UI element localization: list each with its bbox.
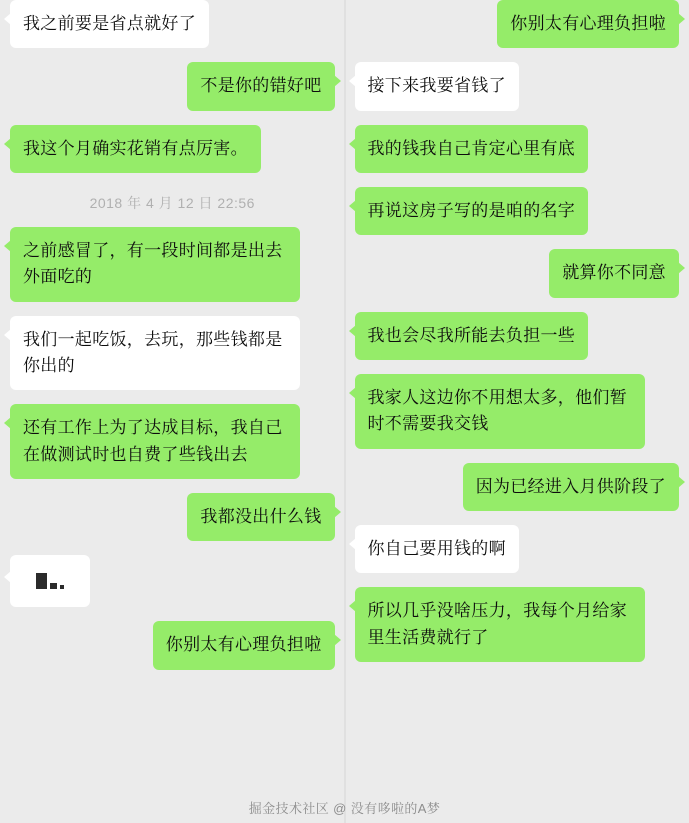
message-row — [10, 316, 335, 391]
message-bubble[interactable]: 不是你的错好吧 — [187, 62, 334, 110]
message-bubble[interactable]: 我家人这边你不用想太多，他们暂时不需要我交钱 — [355, 374, 645, 449]
message-row — [355, 312, 680, 360]
message-row — [10, 555, 335, 607]
message-row — [355, 62, 680, 110]
message-row — [10, 404, 335, 479]
watermark: 掘金技术社区 @ 没有哆啦的A梦 — [248, 801, 441, 816]
message-bubble[interactable]: 因为已经进入月供阶段了 — [463, 463, 679, 511]
message-bubble[interactable]: 我都没出什么钱 — [187, 493, 334, 541]
message-bubble[interactable]: 你别太有心理负担啦 — [153, 621, 335, 669]
message-bubble[interactable]: 我之前要是省点就好了 — [10, 0, 209, 48]
message-row — [355, 525, 680, 573]
message-row — [10, 493, 335, 541]
message-row — [355, 0, 680, 48]
message-bubble[interactable]: 我的钱我自己肯定心里有底 — [355, 125, 589, 173]
message-row — [10, 621, 335, 669]
message-row — [10, 62, 335, 110]
message-row — [10, 0, 335, 48]
message-bubble[interactable]: 所以几乎没啥压力，我每个月给家里生活费就行了 — [355, 587, 645, 662]
message-row — [355, 249, 680, 297]
message-bubble[interactable]: 我也会尽我所能去负担一些 — [355, 312, 589, 360]
message-row — [10, 125, 335, 173]
message-bubble[interactable]: 还有工作上为了达成目标，我自己在做测试时也自费了些钱出去 — [10, 404, 300, 479]
message-bubble[interactable]: 我这个月确实花销有点厉害。 — [10, 125, 261, 173]
message-row — [355, 125, 680, 173]
message-timestamp: 2018 年 4 月 12 日 22:56 — [89, 195, 255, 212]
message-bubble[interactable]: 就算你不同意 — [549, 249, 679, 297]
message-bubble[interactable]: 我们一起吃饭，去玩，那些钱都是你出的 — [10, 316, 300, 391]
message-row — [10, 227, 335, 302]
message-row — [355, 374, 680, 449]
message-bubble[interactable]: 你别太有心理负担啦 — [497, 0, 679, 48]
message-bubble[interactable]: 接下来我要省钱了 — [355, 62, 519, 110]
message-row — [355, 463, 680, 511]
sticker-image[interactable] — [10, 555, 90, 607]
sticker-glyph-icon — [36, 573, 64, 589]
message-bubble[interactable]: 之前感冒了，有一段时间都是出去外面吃的 — [10, 227, 300, 302]
message-row — [355, 187, 680, 235]
message-bubble[interactable]: 再说这房子写的是咱的名字 — [355, 187, 589, 235]
right-chat-column — [345, 0, 689, 823]
message-bubble[interactable]: 你自己要用钱的啊 — [355, 525, 519, 573]
message-row — [355, 587, 680, 662]
